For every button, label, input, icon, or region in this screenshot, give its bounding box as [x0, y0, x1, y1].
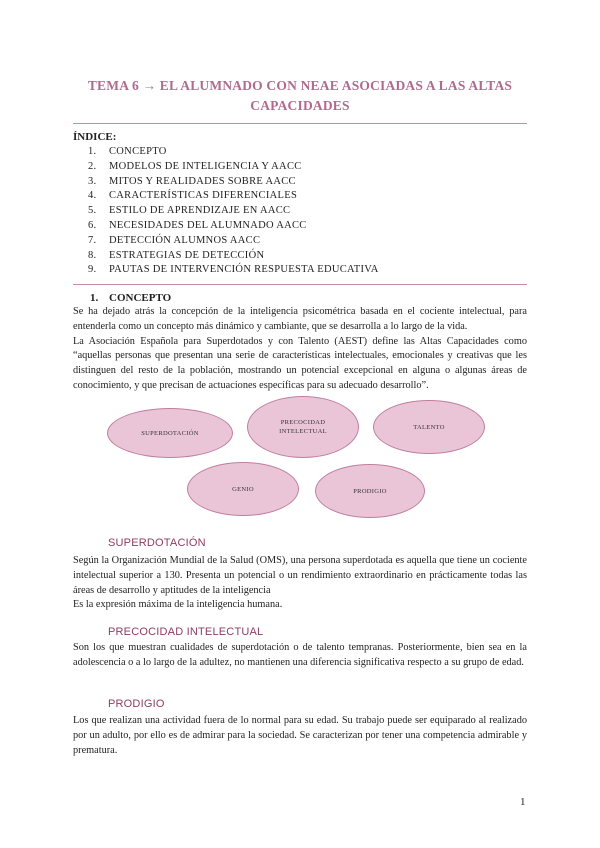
- subheading-superdotacion: SUPERDOTACIÓN: [108, 537, 206, 549]
- paragraph: Se ha dejado atrás la concepción de la inteligencia psicométrica basada en el cociente intelectual, para entenderla como un concepto más dinámico y cambiante, que se desarrolla a lo largo de la vida.: [73, 306, 527, 332]
- page-title: TEMA 6 → EL ALUMNADO CON NEAE ASOCIADAS A LAS ALTAS CAPACIDADES: [87, 78, 513, 113]
- index-item: 6. NECESIDADES DEL ALUMNADO AACC: [88, 219, 307, 231]
- index-item: 3. MITOS Y REALIDADES SOBRE AACC: [88, 175, 296, 187]
- precocidad-text: [73, 641, 527, 671]
- index-item: 9. PAUTAS DE INTERVENCIÓN RESPUESTA EDUCATIVA: [88, 264, 379, 276]
- index-item: 1. CONCEPTO: [88, 146, 167, 157]
- index-item: 8. ESTRATEGIAS DE DETECCIÓN: [88, 249, 265, 261]
- subheading-prodigio: PRODIGIO: [108, 698, 165, 710]
- oval-superdotacion: SUPERDOTACIÓN: [107, 408, 233, 458]
- section-heading-concepto: 1. CONCEPTO: [90, 292, 172, 304]
- paragraph: Según la Organización Mundial de la Salud (OMS), una persona superdotada es aquella que tiene un cociente intelectual superior a 130. Presenta un potencial o un rendimiento extraordinario en prácticamente todas las áreas de desarrollo y aptitudes de la inteligencia: [73, 555, 527, 596]
- concept-diagram: [105, 394, 525, 520]
- oval-genio: GENIO: [187, 462, 299, 516]
- index-list: [88, 145, 379, 278]
- index-item: 2. MODELOS DE INTELIGENCIA Y AACC: [88, 160, 302, 172]
- index-item: 4. CARACTERÍSTICAS DIFERENCIALES: [88, 190, 298, 202]
- paragraph: Es la expresión máxima de la inteligencia humana.: [73, 599, 283, 611]
- subheading-precocidad: PRECOCIDAD INTELECTUAL: [108, 626, 264, 638]
- page-number: 1: [520, 796, 526, 808]
- oval-talento: TALENTO: [373, 400, 485, 454]
- oval-prodigio: PRODIGIO: [315, 464, 425, 518]
- paragraph: Son los que muestran cualidades de superdotación o de talento tempranas. Posteriormente, bien sea en la adolescencia o a lo largo de la adultez, no mantienen una diferencia significativa respecto a su grupo de edad.: [73, 642, 527, 668]
- prodigio-text: [73, 714, 527, 758]
- oval-precocidad: PRECOCIDAD INTELECTUAL: [247, 396, 359, 458]
- divider: [73, 284, 527, 285]
- superdotacion-text: [73, 554, 527, 613]
- paragraph: La Asociación Española para Superdotados y con Talento (AEST) define las Altas Capacidades como “aquellas personas que presentan una serie de características intelectuales, emocionales y creativas que les distinguen del resto de la población, mostrando un potencial excepcional en alguna o algunas áreas de conocimiento, y que precisan de actuaciones específicas para su adecuado desarrollo”.: [73, 335, 527, 391]
- concepto-text: [73, 305, 527, 394]
- index-item: 7. DETECCIÓN ALUMNOS AACC: [88, 234, 261, 246]
- paragraph: Los que realizan una actividad fuera de lo normal para su edad. Su trabajo puede ser equiparado al realizado por un adulto, por ello es de admirar para la sociedad. Se caracterizan por tener una competencia admirable y prematura.: [73, 715, 527, 756]
- index-item: 5. ESTILO DE APRENDIZAJE EN AACC: [88, 205, 291, 217]
- index-heading: ÍNDICE:: [73, 131, 117, 143]
- divider: [73, 123, 527, 124]
